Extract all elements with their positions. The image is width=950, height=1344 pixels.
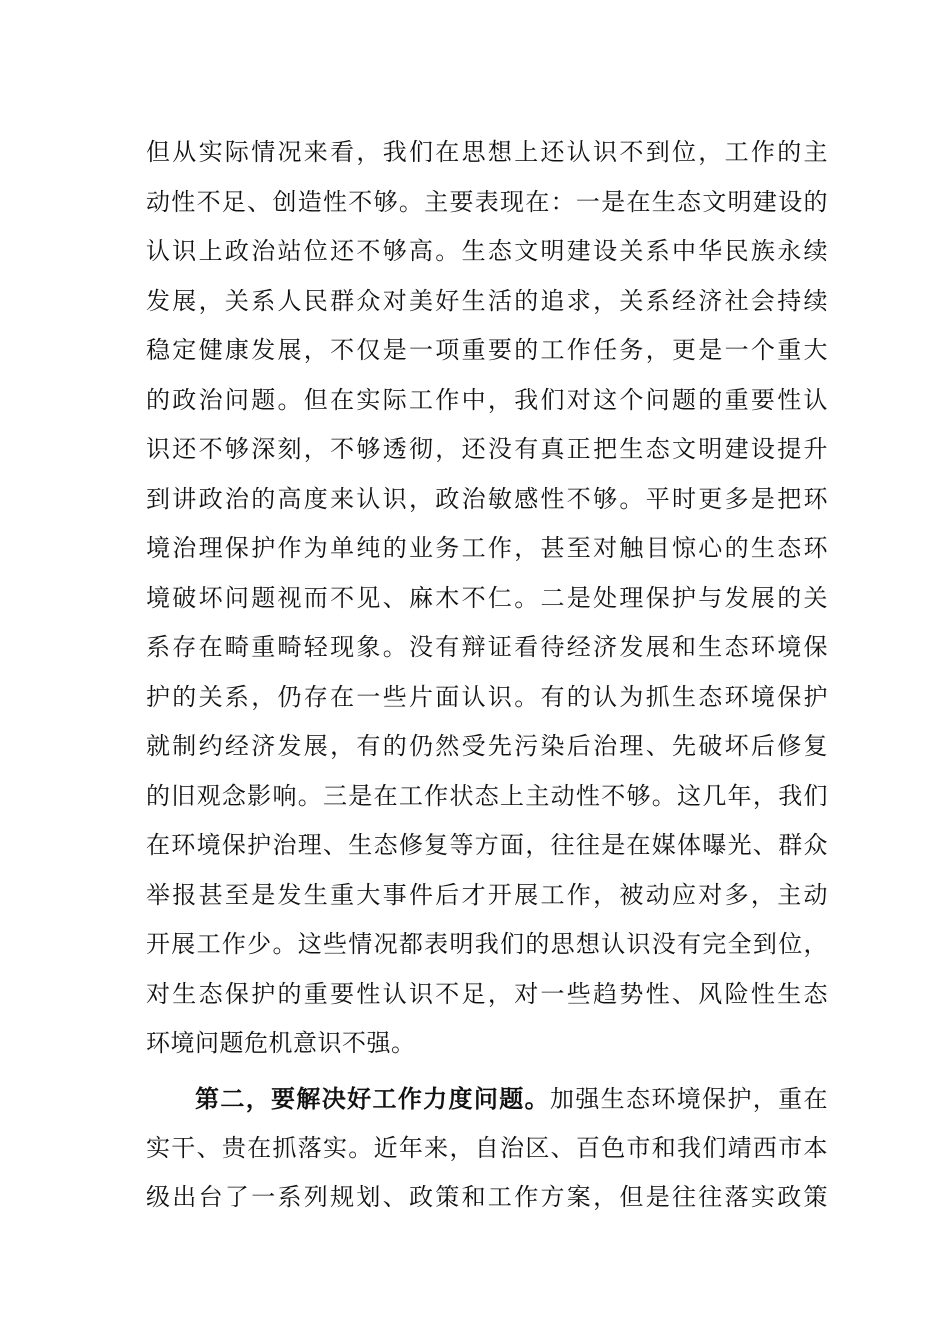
text-line: 开展工作少。这些情况都表明我们的思想认识没有完全到位， [146, 930, 828, 958]
text-line: 环境问题危机意识不强。 [146, 1029, 416, 1057]
text-line: 但从实际情况来看，我们在思想上还认识不到位，工作的主 [146, 138, 828, 166]
paragraph-work-intensity [146, 1074, 828, 1223]
text-line: 在环境保护治理、生态修复等方面，往往是在媒体曝光、群众 [146, 831, 828, 859]
text-line: 发展，关系人民群众对美好生活的追求，关系经济社会持续 [146, 286, 828, 315]
text-line: 境治理保护作为单纯的业务工作，甚至对触目惊心的生态环 [146, 534, 828, 562]
text-line: 对生态保护的重要性认识不足，对一些趋势性、风险性生态 [146, 979, 828, 1008]
text-line: 实干、贵在抓落实。近年来，自治区、百色市和我们靖西市本 [146, 1133, 828, 1162]
text-line: 护的关系，仍存在一些片面认识。有的认为抓生态环境保护 [146, 682, 828, 711]
text-line: 到讲政治的高度来认识，政治敏感性不够。平时更多是把环 [146, 484, 828, 513]
section-heading: 第二，要解决好工作力度问题。 [195, 1084, 550, 1113]
text-line: 认识上政治站位还不够高。生态文明建设关系中华民族永续 [146, 237, 828, 265]
text-line: 境破坏问题视而不见、麻木不仁。二是处理保护与发展的关 [146, 583, 828, 612]
text-fragment: 加强生态环境保护，重在 [549, 1085, 829, 1113]
text-line: 系存在畸重畸轻现象。没有辩证看待经济发展和生态环境保 [146, 633, 828, 661]
text-line: 举报甚至是发生重大事件后才开展工作，被动应对多，主动 [146, 880, 828, 909]
text-line: 识还不够深刻，不够透彻，还没有真正把生态文明建设提升 [146, 435, 828, 463]
paragraph-thinking-awareness [146, 128, 828, 1069]
text-line: 稳定健康发展，不仅是一项重要的工作任务，更是一个重大 [146, 336, 828, 364]
text-line: 级出台了一系列规划、政策和工作方案，但是往往落实政策 [146, 1183, 828, 1211]
text-line: 的政治问题。但在实际工作中，我们对这个问题的重要性认 [146, 385, 828, 414]
text-line: 动性不足、创造性不够。主要表现在：一是在生态文明建设的 [146, 187, 828, 216]
paragraph-first-line [146, 1074, 828, 1124]
text-line: 就制约经济发展，有的仍然受先污染后治理、先破坏后修复 [146, 732, 828, 760]
text-line: 的旧观念影响。三是在工作状态上主动性不够。这几年，我们 [146, 781, 828, 810]
